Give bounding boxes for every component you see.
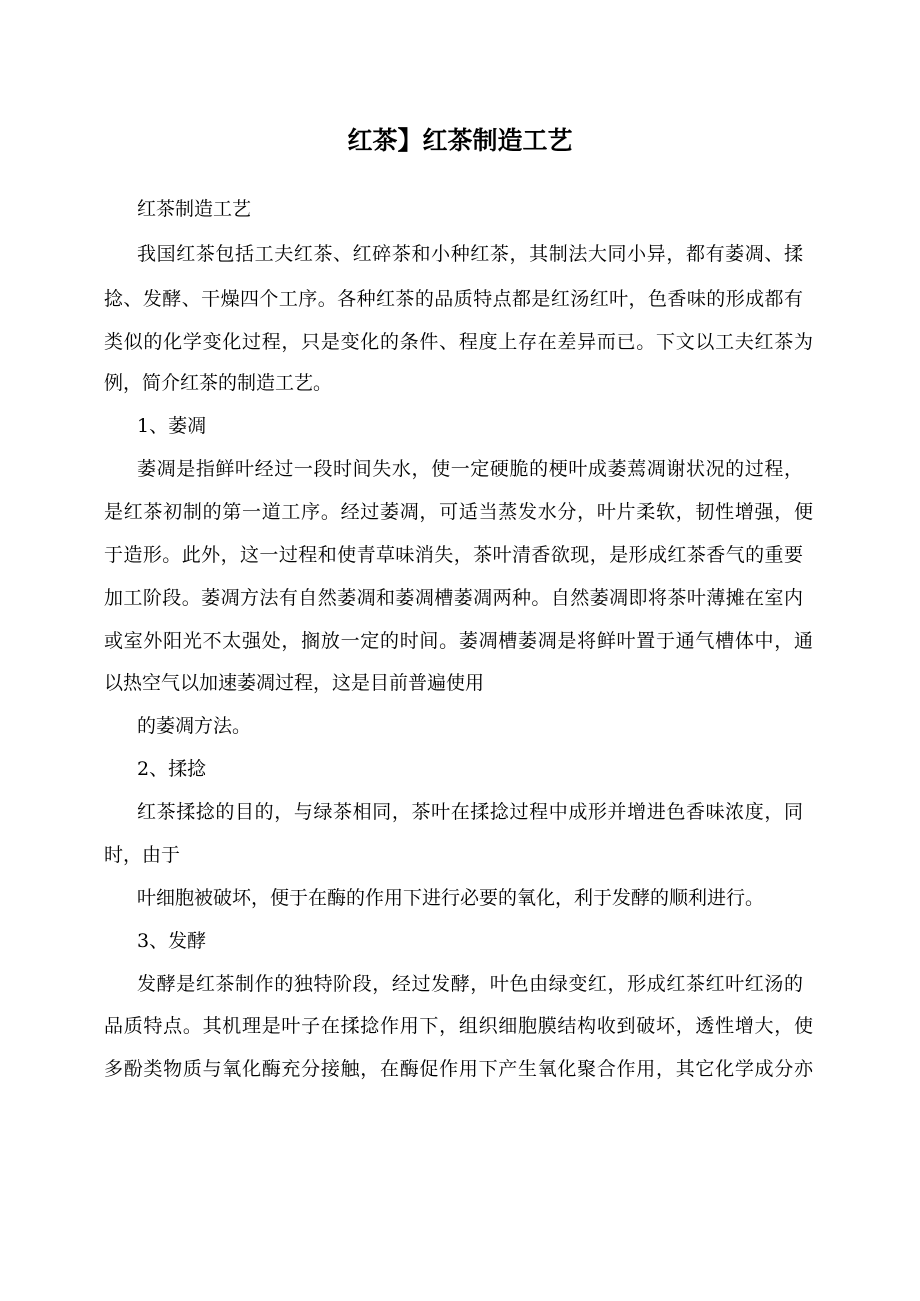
paragraph-line: 我国红茶包括工夫红茶、红碎茶和小种红茶，其制法大同小异，都有萎凋、揉 — [137, 243, 803, 265]
paragraph-line: 发酵是红茶制作的独特阶段，经过发酵，叶色由绿变红，形成红茶红叶红汤的 — [137, 973, 803, 995]
paragraph-line: 的萎凋方法。 — [137, 715, 252, 737]
paragraph-line: 是红茶初制的第一道工序。经过萎凋，可适当蒸发水分，叶片柔软，韧性增强，便 — [104, 501, 813, 523]
section-heading: 3、发酵 — [137, 930, 207, 952]
paragraph-line: 捻、发酵、干燥四个工序。各种红茶的品质特点都是红汤红叶，色香味的形成都有 — [104, 288, 803, 310]
paragraph-line: 品质特点。其机理是叶子在揉捻作用下，组织细胞膜结构收到破坏，透性增大，使 — [104, 1015, 813, 1037]
paragraph-line: 例，简介红茶的制造工艺。 — [104, 372, 333, 394]
paragraph-line: 红茶揉捻的目的，与绿茶相同，茶叶在揉捻过程中成形并增进色香味浓度，同 — [137, 801, 803, 823]
paragraph-line: 加工阶段。萎凋方法有自然萎凋和萎凋槽萎凋两种。自然萎凋即将茶叶薄摊在室内 — [104, 587, 803, 609]
section-heading: 2、揉捻 — [137, 758, 207, 780]
paragraph-line: 叶细胞被破坏，便于在酶的作用下进行必要的氧化，利于发酵的顺利进行。 — [137, 887, 765, 909]
paragraph-line: 以热空气以加速萎凋过程，这是目前普遍使用 — [104, 672, 485, 694]
paragraph-line: 类似的化学变化过程，只是变化的条件、程度上存在差异而已。下文以工夫红茶为 — [104, 331, 813, 353]
document-title: 红茶】红茶制造工艺 — [347, 126, 573, 155]
section-heading: 1、萎凋 — [137, 415, 207, 437]
paragraph-line: 于造形。此外，这一过程和使青草味消失，茶叶清香欲现，是形成红茶香气的重要 — [104, 544, 803, 566]
paragraph-line: 时，由于 — [104, 844, 181, 866]
section-heading: 红茶制造工艺 — [137, 198, 252, 220]
paragraph-line: 或室外阳光不太强处，搁放一定的时间。萎凋槽萎凋是将鲜叶置于通气槽体中，通 — [104, 630, 813, 652]
paragraph-line: 萎凋是指鲜叶经过一段时间失水，使一定硬脆的梗叶成萎蔫凋谢状况的过程， — [137, 458, 803, 480]
paragraph-line: 多酚类物质与氧化酶充分接触，在酶促作用下产生氧化聚合作用，其它化学成分亦 — [104, 1058, 813, 1080]
